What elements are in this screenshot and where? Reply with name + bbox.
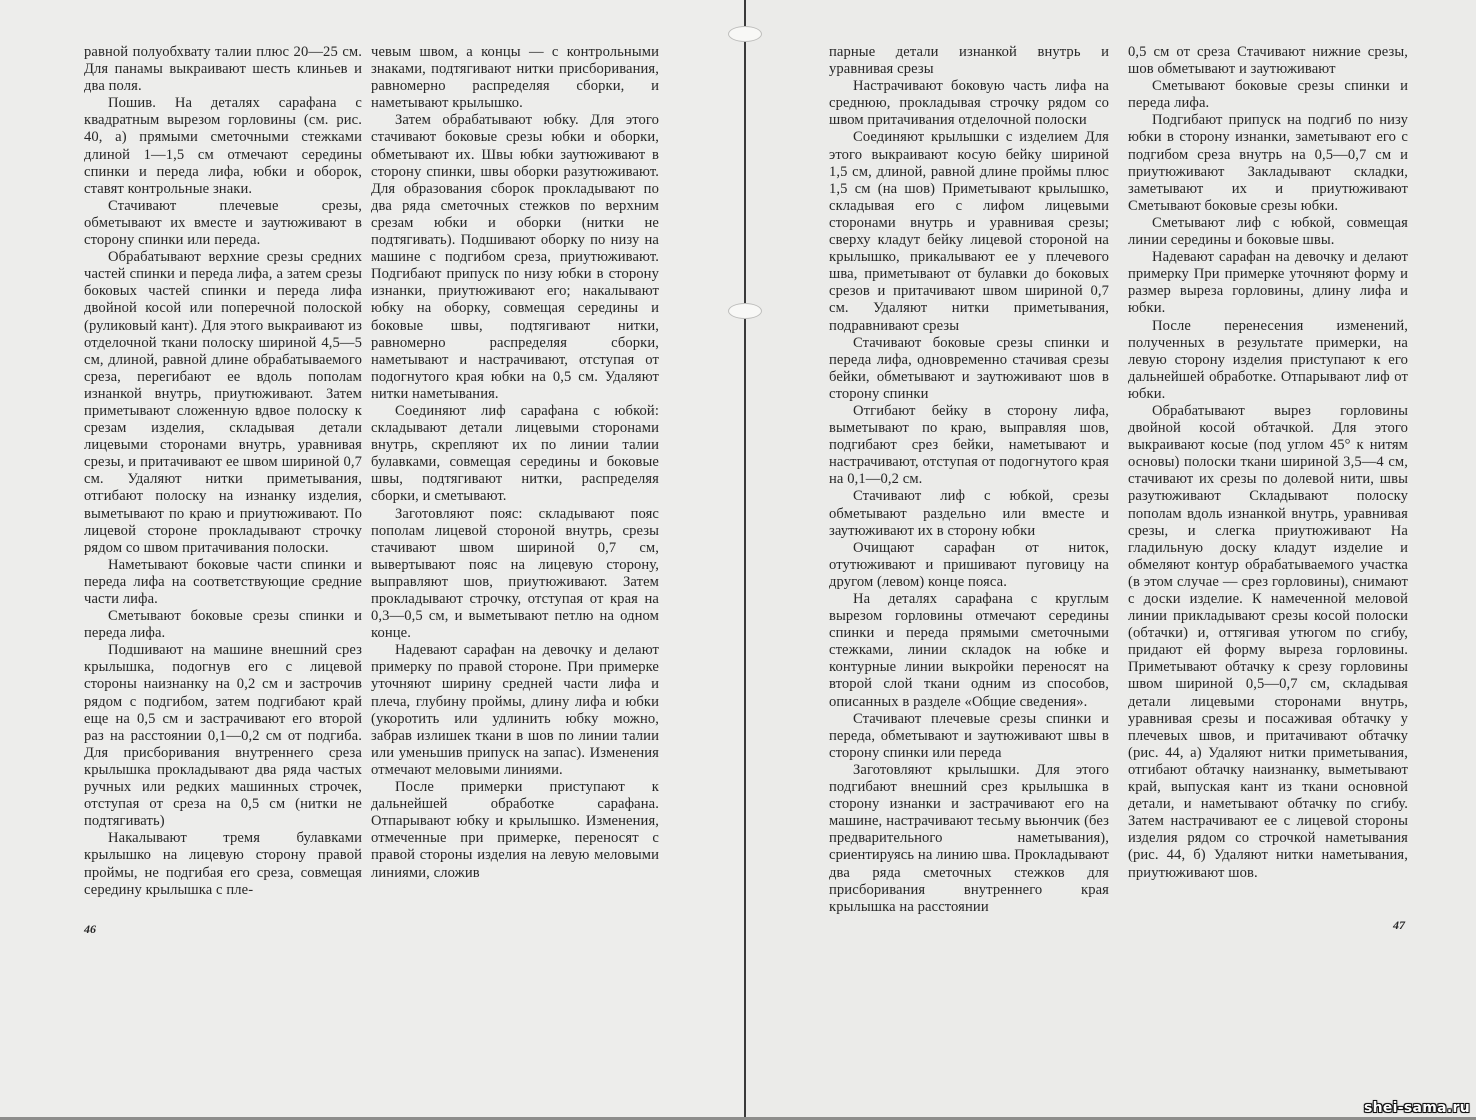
watermark: shei-sama.ru xyxy=(1363,1100,1470,1116)
paragraph: Настрачивают боковую часть лифа на среднюю, прокладывая строчку рядом со швом притачивания отделочной полоски xyxy=(829,78,1109,129)
paragraph: Стачивают плечевые срезы спинки и переда, обметывают и заутюживают швы в сторону спинки или переда xyxy=(829,710,1109,761)
paragraph: Подгибают припуск на подгиб по низу юбки в сторону изнанки, заметывают его с подгибом среза внутрь на 0,5—0,7 см и приутюживают Закладывают складки, заметывают их и приутюживают Сметывают боковые срезы юбки. xyxy=(1128,112,1408,214)
left-page-column-1 xyxy=(84,44,362,899)
paragraph: Отгибают бейку в сторону лифа, выметывают по краю, выправляя шов, подгибают срез бейки, наметывают и настрачивают, отступая от подогнутого края на 0,1—0,2 см. xyxy=(829,402,1109,488)
paragraph: Заготовляют пояс: складывают пояс пополам лицевой стороной внутрь, срезы стачивают швом шириной 0,7 см, вывертывают пояс на лицевую сторону, выправляют шов, приутюживают. Затем прокладывают строчку, отступая от края на 0,3—0,5 см, и выметывают петлю на одном конце. xyxy=(371,505,659,642)
paragraph: парные детали изнанкой внутрь и уравнивая срезы xyxy=(829,44,1109,78)
page-number-left: 46 xyxy=(84,922,96,936)
paragraph: Стачивают боковые срезы спинки и переда лифа, одновременно стачивая срезы бейки, обметывают и заутюживают шов в сторону спинки xyxy=(829,334,1109,402)
paragraph: После перенесения изменений, полученных в результате примерки, на левую сторону изделия приступают к его дальнейшей обработке. Отпарывают лиф от юбки. xyxy=(1128,317,1408,402)
paragraph: Сметывают лиф с юбкой, совмещая линии середины и боковые швы. xyxy=(1128,214,1408,249)
paragraph: чевым швом, а концы — с контрольными знаками, подтягивают нитки присборивания, равномерно распределяя сборки, и наметывают крылышко. xyxy=(371,44,659,112)
paragraph: Стачивают плечевые срезы, обметывают их вместе и заутюживают в сторону спинки или переда. xyxy=(84,197,362,249)
paragraph: Заготовляют крылышки. Для этого подгибают внешний срез крылышка в сторону изнанки и застрачивают его на машине, настрачивают тесьму вьюнчик (без предварительного наметывания), сриентируясь на линию шва. Прокладывают два ряда сметочных стежков для присборивания внутреннего края крылышка на расстоянии xyxy=(829,761,1109,915)
paragraph: Наметывают боковые части спинки и переда лифа на соответствующие средние части лифа. xyxy=(84,556,362,607)
right-page xyxy=(744,0,1476,1120)
paragraph: Надевают сарафан на девочку и делают примерку по правой стороне. При примерке уточняют ширину средней части лифа и плеча, глубину проймы, длину лифа и юбки (укоротить или удлинить юбку можно, забрав излишек ткани в шов по линии талии или уменьшив припуск на запас). Изменения отмечают меловыми линиями. xyxy=(371,642,659,778)
paragraph: Соединяют крылышки с изделием Для этого выкраивают косую бейку шириной 1,5 см, длиной, равной длине проймы плюс 1,5 см (на шов) Приметывают крылышко, складывая его с лифом лицевыми сторонами внутрь и уравнивая срезы; сверху кладут бейку лицевой стороной на крылышко, прикалывают ее у плечевого шва, приметывают от булавки до боковых срезов и притачивают швом шириной 0,7 см. Удаляют нитки приметывания, подравнивают срезы xyxy=(829,129,1109,334)
staple-mark xyxy=(728,303,762,319)
paragraph: Обрабатывают верхние срезы средних частей спинки и переда лифа, а затем срезы боковых частей спинки и переда лифа двойной косой или поперечной полоской (руликовый кант). Для этого выкраивают из отделочной ткани полоску шириной 4,5—5 см, длиной, равной длине обрабатываемого среза, перегибают ее вдоль пополам изнанкой внутрь, приутюживают. Затем приметывают сложенную вдвое полоску к срезам изделия, складывая детали лицевыми сторонами внутрь, уравнивая срезы, и притачивают ее швом шириной 0,7 см. Удаляют нитки приметывания, отгибают полоску на изнанку изделия, выметывают по краю и приутюживают. По лицевой стороне прокладывают строчку рядом со швом притачивания полоски. xyxy=(84,249,362,556)
right-page-column-2 xyxy=(1128,44,1408,882)
paragraph: На деталях сарафана с круглым вырезом горловины отмечают середины спинки и переда прямыми сметочными стежками, линии складок на юбке и контурные линии выкройки переносят на второй слой ткани одним из способов, описанных в разделе «Общие сведения». xyxy=(829,591,1109,710)
paragraph: После примерки приступают к дальнейшей обработке сарафана. Отпарывают юбку и крылышко. Изменения, отмеченные при примерке, переносят с правой стороны изделия на левую меловыми линиями, сложив xyxy=(371,779,659,881)
paragraph: Обрабатывают вырез горловины двойной косой обтачкой. Для этого выкраивают косые (под углом 45° к нитям основы) полоски ткани шириной 3,5—4 см, стачивают их срезы по долевой нити, швы разутюживают Складывают полоску пополам вдоль изнанкой внутрь, уравнивая срезы, и слегка приутюживают На гладильную доску кладут изделие и обмеляют контур обрабатываемого участка (в этом случае — срез горловины), снимают с доски изделие. К намеченной меловой линии прикладывают срезы косой полоски (обтачки) и, оттягивая утюгом по сгибу, придают ей форму выреза горловины. Приметывают обтачку к срезу горловины швом шириной 0,5—0,7 см, складывая детали лицевыми сторонами внутрь, уравнивая срезы и посаживая обтачку у плечевых швов, и притачивают обтачку (рис. 44, а) Удаляют нитки приметывания, отгибают обтачку наизнанку, выметывают край, выпуская кант из ткани основной детали, и наметывают обтачку по сгибу. Затем настрачивают ее с лицевой стороны изделия рядом со строчкой наметывания (рис. 44, б) Удаляют нитки наметывания, приутюживают шов. xyxy=(1128,402,1408,881)
paragraph: Сметывают боковые срезы спинки и переда лифа. xyxy=(84,608,362,642)
paragraph: Надевают сарафан на девочку и делают примерку При примерке уточняют форму и размер выреза горловины, длину лифа и юбки. xyxy=(1128,249,1408,317)
paragraph: Пошив. На деталях сарафана с квадратным вырезом горловины (см. рис. 40, а) прямыми сметочными стежками длиной 1—1,5 см отмечают середины спинки и переда лифа, юбки и оборок, ставят контрольные знаки. xyxy=(84,95,362,197)
paragraph: 0,5 см от среза Стачивают нижние срезы, шов обметывают и заутюживают xyxy=(1128,44,1408,78)
page-number-right: 47 xyxy=(1393,918,1405,932)
left-page-column-2 xyxy=(371,44,659,882)
paragraph: Очищают сарафан от ниток, отутюживают и пришивают пуговицу на другом (левом) конце пояса. xyxy=(829,539,1109,590)
paragraph: равной полуобхвату талии плюс 20—25 см. Для панамы выкраивают шесть клиньев и два поля. xyxy=(84,44,362,95)
paragraph: Стачивают лиф с юбкой, срезы обметывают раздельно или вместе и заутюживают их в сторону юбки xyxy=(829,488,1109,539)
paragraph: Подшивают на машине внешний срез крылышка, подогнув его с лицевой стороны наизнанку на 0,2 см и застрочив рядом с подгибом, затем подгибают край еще на 0,5 см и застрачивают его второй раз на расстоянии 0,1—0,2 см от подгиба. Для присборивания внутреннего среза крылышка прокладывают два ряда частых ручных или редких машинных строчек, отступая от среза на 0,5 см (нитки не подтягивать) xyxy=(84,642,362,830)
paragraph: Соединяют лиф сарафана с юбкой: складывают детали лицевыми сторонами внутрь, скрепляют их по линии талии булавками, совмещая середины и боковые швы, подтягивают нитки, распределяя сборки, и сметывают. xyxy=(371,402,659,505)
book-gutter xyxy=(744,0,746,1120)
staple-mark xyxy=(728,26,762,42)
right-page-column-1 xyxy=(829,44,1109,916)
paragraph: Накалывают тремя булавками крылышко на лицевую сторону правой проймы, не подгибая его среза, совмещая середину крылышка с пле- xyxy=(84,830,362,898)
paragraph: Затем обрабатывают юбку. Для этого стачивают боковые срезы юбки и оборки, обметывают их. Швы юбки заутюживают в сторону спинки, швы оборки разутюживают. Для образования сборок прокладывают по два ряда сметочных стежков по верхним срезам юбки и оборки (нитки не подтягивать). Подшивают оборку по низу на машине с подгибом среза, приутюживают. Подгибают припуск по низу юбки в сторону изнанки, приутюживают его; накалывают юбку на оборку, совмещая середины и боковые швы, подтягивают нитки, равномерно распределяя сборки, наметывают и настрачивают, отступая от подогнутого края юбки на 0,5 см. Удаляют нитки наметывания. xyxy=(371,112,659,402)
paragraph: Сметывают боковые срезы спинки и переда лифа. xyxy=(1128,78,1408,112)
